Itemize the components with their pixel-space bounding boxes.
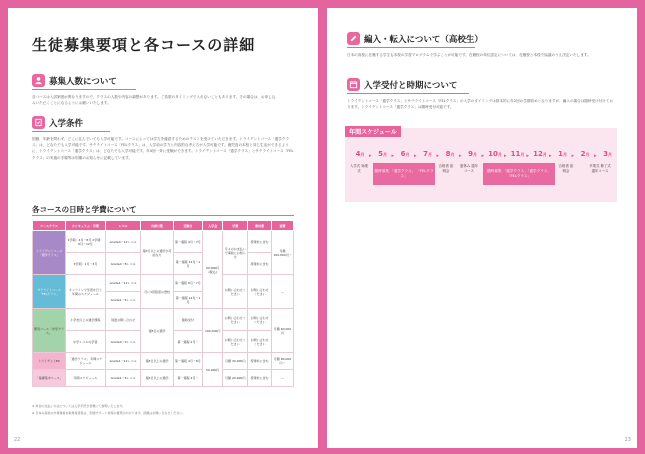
month-number: 10 <box>488 150 498 158</box>
month-unit: 月 <box>562 152 567 157</box>
recruit-body: 各コースは入試制度が異なりますので、クラスの人数や内容の調整があります。ご希望のタイミングで入れないこともあります。その場合は、お申し込みいただくことになるようにお願いいたします。 <box>32 95 276 106</box>
month-unit: 月 <box>427 152 432 157</box>
table-cell: 月額 100,000円〜 <box>272 231 294 275</box>
col-header: 寮費 <box>272 221 294 231</box>
month-label <box>419 150 437 161</box>
acceptance-body: トライデントコース「通学クラス」とサテライトコース「FELクラス」の入学のタイミングは基本的に年2回の学期初めとなりますが、編入の場合は随時受け付けております。トライデントコース「通学クラス」は随時受付可能です。 <box>347 99 614 110</box>
arrow-right-icon: ▸ <box>526 153 530 159</box>
table-row <box>33 353 294 370</box>
month-unit: 月 <box>405 152 410 157</box>
month-label <box>396 150 414 161</box>
arrow-right-icon: ▸ <box>504 153 507 159</box>
month-number: 11 <box>510 150 521 158</box>
table-cell: オンラインで学習を行う 年間のスケジュール <box>66 275 106 309</box>
pencil-icon <box>347 32 360 45</box>
month-number: 3 <box>603 150 608 158</box>
spacer <box>327 220 637 221</box>
table-cell: Grade1〜6レベル <box>105 370 141 387</box>
month-unit: 月 <box>542 152 547 157</box>
arrow-right-icon: ▸ <box>436 153 440 159</box>
month-label <box>531 150 549 161</box>
table-cell: お問い合わせください <box>223 309 248 331</box>
month-unit: 月 <box>585 152 590 157</box>
divider <box>347 93 469 94</box>
month-number: 8 <box>445 150 451 158</box>
table-cell: 授業料に含む <box>248 253 272 275</box>
month-number: 5 <box>378 150 383 158</box>
divider <box>32 89 136 90</box>
table-row <box>33 275 294 292</box>
month-unit: 月 <box>360 152 365 157</box>
table-cell: 月額 20,000円 <box>223 370 248 387</box>
course-cell: トライデントコース「通学クラス」 <box>33 231 66 275</box>
transfer-body: 日本の高校に在籍する学生も本校の学習プログラムで学ぶことが可能です。在籍校の単位認定については、在籍校と本校で協議のうえ決定いたします。 <box>347 53 591 57</box>
col-header: カリキュラム・学期 <box>66 221 106 231</box>
month-unit: 月 <box>382 152 387 157</box>
table-cell: 「通学クラス」 年間スケジュール <box>66 353 106 370</box>
arrow-right-icon: ▸ <box>594 153 597 159</box>
month-label <box>554 150 572 161</box>
table-cell: 50,000円 <box>203 353 223 387</box>
schedule-event: 夏休み 通年コース <box>459 164 479 173</box>
table-cell: お問い合わせください <box>248 309 272 331</box>
arrow-right-icon: ▸ <box>481 153 485 159</box>
table-cell: お問い合わせください <box>223 331 248 353</box>
divider <box>32 215 294 216</box>
arrow-right-icon: ▸ <box>414 153 417 159</box>
table-cell: Grade1〜12レベル <box>105 275 141 292</box>
schedule-event: 入学式 始業式 <box>349 164 369 173</box>
schedule-event-highlight: 随時募集 「通学クラス」「通学クラス」 「FELクラス」 <box>483 163 555 185</box>
people-icon <box>32 74 45 87</box>
month-label <box>464 150 482 161</box>
table-cell: 第一週程 12月〜1月 <box>173 292 202 309</box>
table-row <box>33 309 294 331</box>
schedule-event: 卒業式 修了式 通年コース <box>589 164 611 173</box>
table-cell: 週5日以上の通学 <box>141 353 173 370</box>
table-cell: 100,000円 <box>203 309 223 353</box>
table-cell: お問い合わせください <box>223 275 248 309</box>
month-label <box>441 150 459 161</box>
col-header: 学費 <box>223 221 248 231</box>
schedule-event: 合格者 説明会 <box>438 164 454 173</box>
table-cell: 随時受付 <box>173 309 202 331</box>
table-cell: 月額 60,000円 <box>272 309 294 353</box>
schedule-event: 合格者 説明会 <box>558 164 574 173</box>
table-cell: 月額 30,000円 <box>223 353 248 370</box>
conditions-body: 国籍、年齢を問わず、どこに住んでいても入学可能です。コースによっては学力を確認するためのテストを受けていただきます。トライデントコース「通学クラス」は、どなたでも入学可能です。サテライトコース「FELクラス」は、入学前の学力と内容的な考え方が入学可能です。鹿児島の本校と同じ生活ができるように、トライデントコース「通学クラス」は、どなたでも入学可能です。年4回一斉に受験ができます。トライデントコース「通学クラス」とサテライトコース「FELクラス」の実施の手順等は別期のお知らせに記載しています。 <box>32 137 294 160</box>
table-cell: 週3日以上の通学が可能な方 <box>141 231 173 275</box>
table-cell: 第一週程 4月〜7月 <box>173 231 202 253</box>
arrow-right-icon: ▸ <box>369 153 372 159</box>
month-number: 4 <box>355 150 361 158</box>
month-label <box>374 150 392 161</box>
month-number: 7 <box>423 150 428 158</box>
table-cell: 年間スケジュール <box>66 370 106 387</box>
col-header: 入学金 <box>203 221 223 231</box>
table-cell: Grade4〜8レベル <box>105 253 141 275</box>
page-title: 生徒募集要項と各コースの詳細 <box>32 36 256 54</box>
table-cell: 第一週程 4月〜8月 <box>173 353 202 370</box>
table-cell: 月々のお支払いで事前にお知らせ <box>223 231 248 275</box>
table-cell: 第一週程 4月〜 <box>173 331 202 353</box>
month-unit: 月 <box>497 152 502 157</box>
month-label <box>351 150 369 161</box>
table-cell: 週3日以上の通学 <box>141 370 173 387</box>
table-note: ※ 料金の支払い方法については入学手続き書類にて説明いたします。 <box>32 404 126 408</box>
left-page <box>8 8 318 448</box>
table-cell: — <box>272 370 294 387</box>
arrow-right-icon: ▸ <box>391 153 395 159</box>
table-cell: — <box>272 275 294 309</box>
col-header: コースクラス <box>33 221 66 231</box>
month-label <box>599 150 617 161</box>
col-header: レベル <box>105 221 141 231</box>
course-section-title: 各コースの日時と学費について <box>32 205 137 214</box>
month-label <box>509 150 527 161</box>
table-cell: 授業料に含む <box>248 370 272 387</box>
table-cell: 授業料に含む <box>248 231 272 253</box>
table-cell: 1学期：4月〜8月 2学期：9月〜12月 <box>66 231 106 253</box>
course-cell: 「基礎集中コース」 <box>33 370 66 387</box>
course-table <box>32 220 294 387</box>
col-header: 出席日数 <box>141 221 173 231</box>
acceptance-heading: 入学受付と時期について <box>347 78 457 91</box>
table-row <box>33 231 294 253</box>
month-label <box>486 150 504 161</box>
table-cell: Grade4〜9レベル <box>105 331 141 353</box>
table-cell: 授業料に含む <box>248 353 272 370</box>
calendar-icon <box>347 78 360 91</box>
table-cell: 50,000円(税込) <box>203 231 223 309</box>
table-cell: Grade4〜12レベル <box>105 231 141 253</box>
table-cell: 別途お問い合わせ <box>105 309 141 331</box>
course-cell: サテライトコース「FELクラス」 <box>33 275 66 309</box>
month-number: 6 <box>400 150 406 158</box>
month-unit: 月 <box>520 152 525 157</box>
course-cell: 研究コース「中学クラス」 <box>33 309 66 353</box>
arrow-right-icon: ▸ <box>549 153 552 159</box>
arrow-right-icon: ▸ <box>571 153 575 159</box>
table-cell: 月額 80,000円〜 <box>272 353 294 370</box>
right-page <box>327 8 637 448</box>
col-header: 受験日 <box>173 221 202 231</box>
table-cell: Grade1〜6レベル <box>105 292 141 309</box>
month-unit: 月 <box>607 152 612 157</box>
month-number: 9 <box>468 150 473 158</box>
page-number: 22 <box>14 437 21 443</box>
table-cell: 小学校以上の通学課程 <box>66 309 106 331</box>
table-cell: 3学期：1月〜3月 <box>66 253 106 275</box>
month-number: 1 <box>558 150 563 158</box>
table-note: ※ 日本の高校の卒業資格を取得希望者は、別途サポート校等の費用がかかります。詳細はお問い合わせください。 <box>32 411 186 415</box>
conditions-heading: 入学条件 <box>32 116 83 129</box>
table-cell: 週5日の通学 <box>141 309 173 353</box>
arrow-right-icon: ▸ <box>459 153 462 159</box>
table-cell: お問い合わせください <box>248 331 272 353</box>
schedule-event-highlight: 随時募集 「通学クラス」 「FELクラス」 <box>373 163 435 185</box>
table-cell: 月に1回程度の登校 <box>141 275 173 309</box>
month-unit: 月 <box>450 152 455 157</box>
table-cell: Grade1〜12レベル <box>105 353 141 370</box>
month-number: 2 <box>580 150 586 158</box>
table-cell: お問い合わせください <box>248 275 272 309</box>
checklist-icon <box>32 116 45 129</box>
recruit-heading: 募集人数について <box>32 74 117 87</box>
month-unit: 月 <box>472 152 477 157</box>
course-cell: トライデントEC <box>33 353 66 370</box>
page-number: 23 <box>624 437 631 443</box>
table-cell: 第一週程 6月〜7月 <box>173 275 202 292</box>
month-label <box>576 150 594 161</box>
month-number: 12 <box>533 150 543 158</box>
table-cell: 第一週程 12月〜1月 <box>173 253 202 275</box>
col-header: 教材費 <box>248 221 272 231</box>
divider <box>32 131 110 132</box>
transfer-heading: 編入・転入について（高校生） <box>347 32 483 45</box>
schedule-title: 年間スケジュール <box>345 126 401 137</box>
table-row <box>33 370 294 387</box>
table-header-row <box>33 221 294 231</box>
table-cell: 中学レベルの学習 <box>66 331 106 353</box>
table-cell: 第一週程 4月〜 <box>173 370 202 387</box>
divider <box>347 47 475 48</box>
